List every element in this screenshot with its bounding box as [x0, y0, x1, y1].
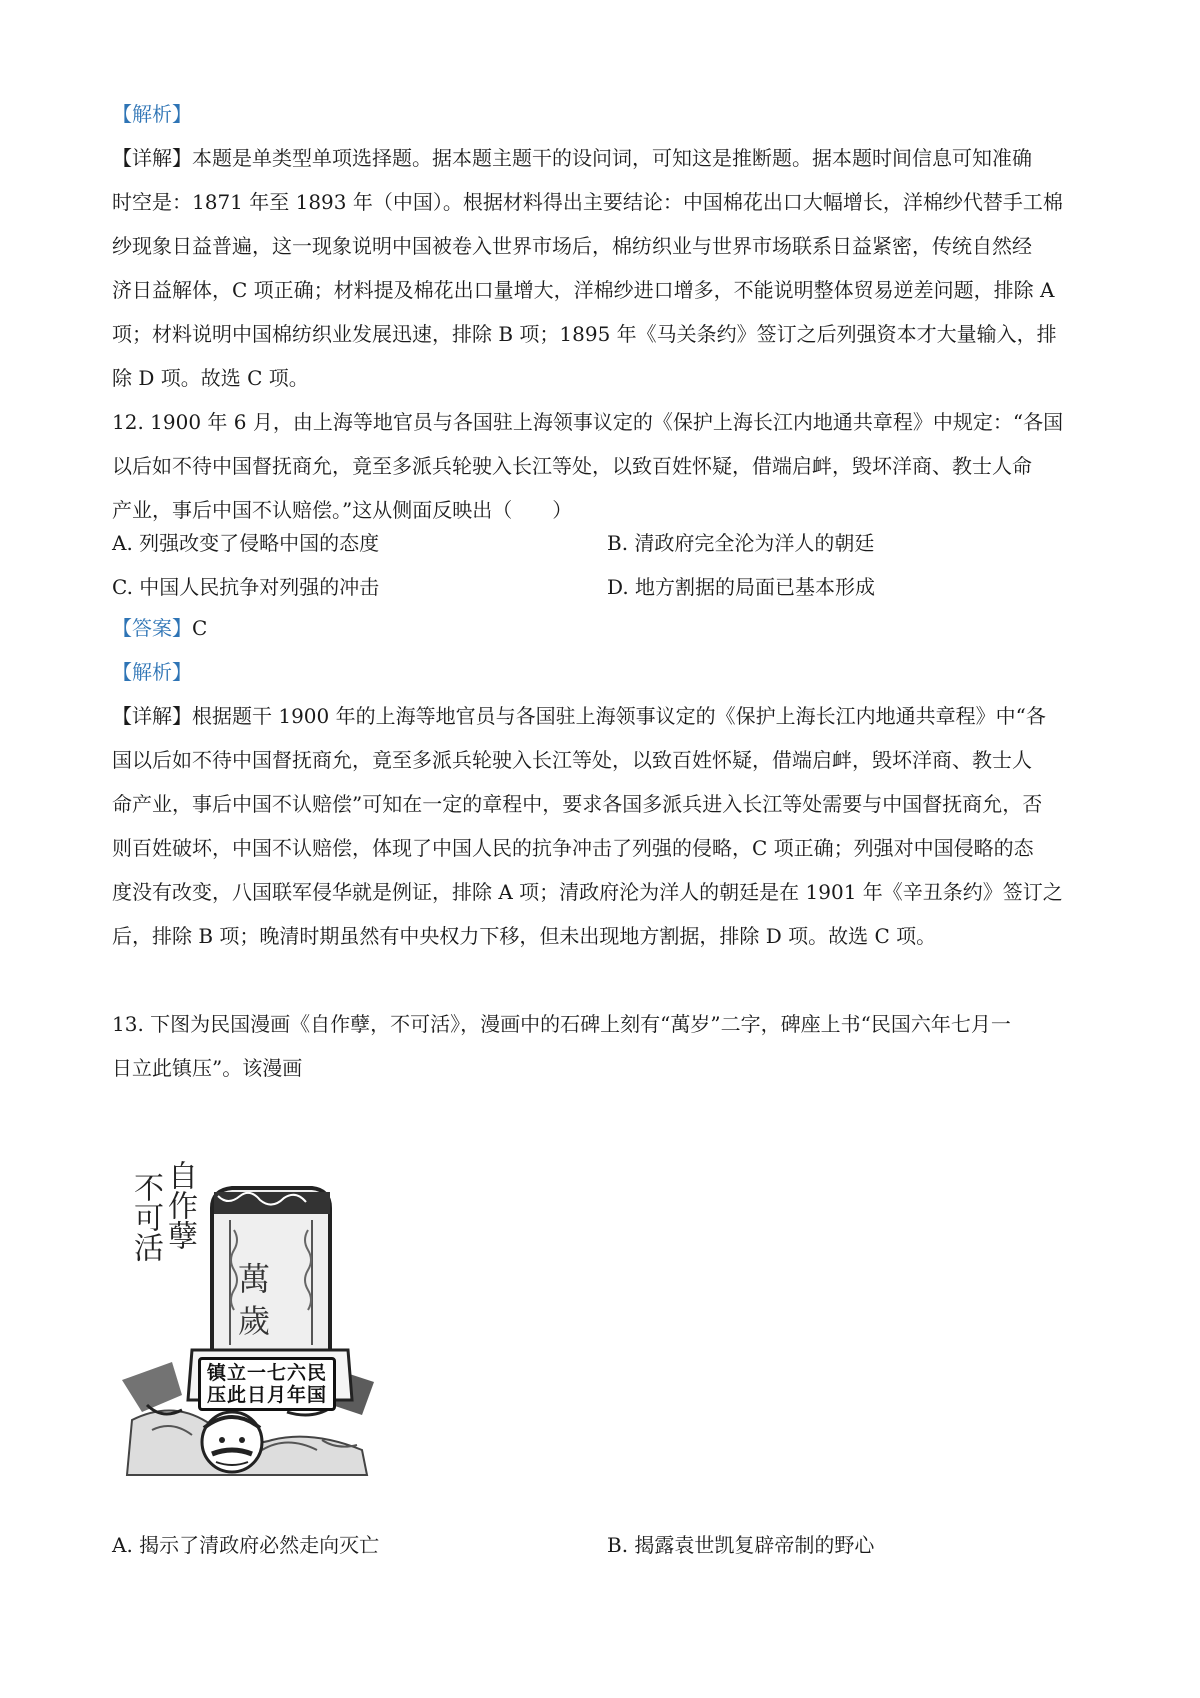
q13-stem-line: 日立此镇压”。该漫画 — [112, 1056, 303, 1080]
q12-stem-line: 产业，事后中国不认赔偿。”这从侧面反映出（ ） — [112, 498, 573, 522]
q12-answer-value: C — [192, 616, 208, 640]
q12-detail-line: 则百姓破坏，中国不认赔偿，体现了中国人民的抗争冲击了列强的侵略，C 项正确；列强对中国侵略的态 — [112, 836, 1034, 860]
q12-detail-line — [112, 694, 1102, 738]
q12-xiangjie-label: 【详解】 — [112, 704, 192, 728]
q13-stem-line: 13. 下图为民国漫画《自作孽，不可活》，漫画中的石碑上刻有“萬岁”二字，碑座上书“民国六年七月一 — [112, 1012, 1011, 1036]
q12-detail-line: 命产业，事后中国不认赔偿”可知在一定的章程中，要求各国多派兵进入长江等处需要与中国督抚商允，否 — [112, 792, 1043, 816]
q13-comic-image — [112, 1150, 412, 1480]
q12-detail-line: 后，排除 B 项；晚清时期虽然有中央权力下移，但未出现地方割据，排除 D 项。故选 C 项。 — [112, 924, 937, 948]
q12-option-c: C. 中国人民抗争对列强的冲击 — [112, 575, 380, 599]
q12-analysis — [112, 606, 1102, 958]
stele-char-2: 歲 — [238, 1302, 271, 1340]
q11-jiexi-label: 【解析】 — [112, 102, 192, 126]
q12-option-b: B. 清政府完全沦为洋人的朝廷 — [607, 531, 875, 555]
q11-detail-line: 济日益解体，C 项正确；材料提及棉花出口量增大，洋棉纱进口增多，不能说明整体贸易逆差问题，排除 A — [112, 278, 1055, 302]
q12-stem-line: 12. 1900 年 6 月，由上海等地官员与各国驻上海领事议定的《保护上海长江内地通共章程》中规定：“各国 — [112, 410, 1064, 434]
q12-jiexi-label: 【解析】 — [112, 660, 192, 684]
q12-answer-label: 【答案】 — [112, 616, 192, 640]
q11-detail-line: 项；材料说明中国棉纺织业发展迅速，排除 B 项；1895 年《马关条约》签订之后列强资本才大量输入，排 — [112, 322, 1057, 346]
plaque-line-2: 压此日月年国 — [207, 1384, 328, 1406]
q11-xiangjie-label: 【详解】 — [112, 146, 192, 170]
q11-detail-line: 时空是：1871 年至 1893 年（中国）。根据材料得出主要结论：中国棉花出口大幅增长，洋棉纱代替手工棉 — [112, 190, 1063, 214]
q13-option-a: A. 揭示了清政府必然走向灭亡 — [112, 1533, 380, 1557]
q11-detail-line — [112, 136, 1102, 180]
q11-detail-text: 本题是单类型单项选择题。据本题主题干的设问词，可知这是推断题。据本题时间信息可知准确 — [192, 146, 1032, 170]
q13-option-b: B. 揭露袁世凯复辟帝制的野心 — [607, 1533, 875, 1557]
q11-detail-line: 除 D 项。故选 C 项。 — [112, 366, 309, 390]
q12-detail-text: 根据题干 1900 年的上海等地官员与各国驻上海领事议定的《保护上海长江内地通共章程》中“各 — [192, 704, 1046, 728]
plaque-line-1: 镇立一七六民 — [207, 1362, 328, 1384]
comic-title-col2: 不可活 — [128, 1172, 163, 1262]
q12-stem — [112, 400, 1102, 532]
q11-detail-line: 纱现象日益普遍，这一现象说明中国被卷入世界市场后，棉纺织业与世界市场联系日益紧密，传统自然经 — [112, 234, 1032, 258]
q12-stem-line: 以后如不待中国督抚商允，竟至多派兵轮驶入长江等处，以致百姓怀疑，借端启衅，毁坏洋商、教士人命 — [112, 454, 1032, 478]
q12-option-d: D. 地方割据的局面已基本形成 — [607, 575, 876, 599]
q13-stem — [112, 1002, 1102, 1090]
stele-base-plaque — [198, 1357, 336, 1411]
q12-detail-line: 国以后如不待中国督抚商允，竟至多派兵轮驶入长江等处，以致百姓怀疑，借端启衅，毁坏洋商、教士人 — [112, 748, 1032, 772]
comic-title-col1: 自作孽 — [162, 1160, 197, 1250]
stele-char-1: 萬 — [238, 1260, 271, 1298]
q11-analysis — [112, 92, 1102, 400]
q12-option-a: A. 列强改变了侵略中国的态度 — [112, 531, 380, 555]
q12-answer-line — [112, 606, 1102, 650]
q12-detail-line: 度没有改变，八国联军侵华就是例证，排除 A 项；清政府沦为洋人的朝廷是在 1901 年《辛丑条约》签订之 — [112, 880, 1063, 904]
